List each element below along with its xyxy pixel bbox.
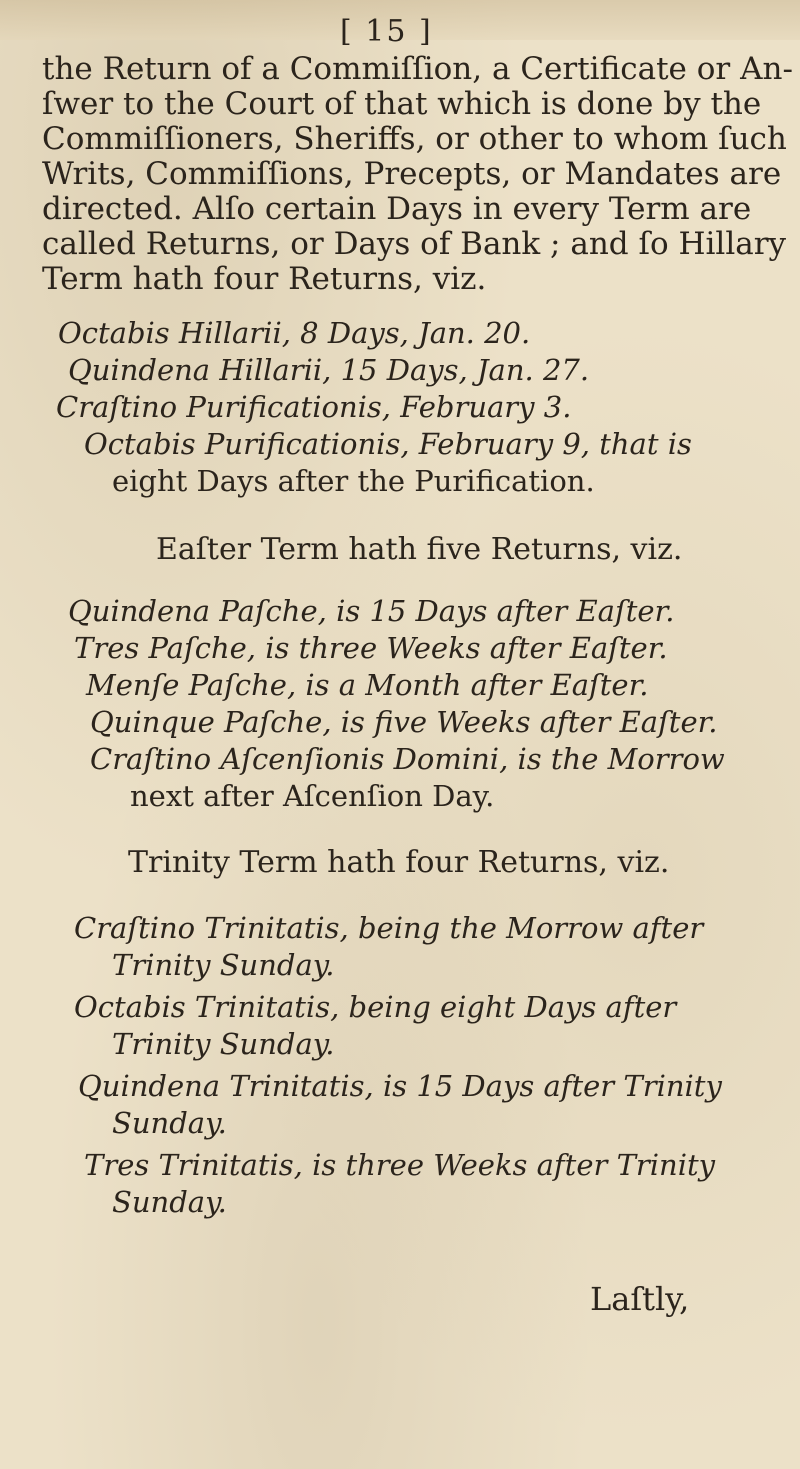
list-item: Sunday. xyxy=(112,1185,227,1219)
list-item: Sunday. xyxy=(112,1106,227,1140)
text-line: Writs, Commiſſions, Precepts, or Mandates are xyxy=(42,156,782,192)
list-item: Quindena Hillarii, 15 Days, Jan. 27. xyxy=(68,353,590,387)
text-line: Commiſſioners, Sheriffs, or other to whom ſuch xyxy=(42,121,787,157)
list-item: Craſtino Aſcenſionis Domini, is the Morrow xyxy=(90,742,725,776)
trinity-heading: Trinity Term hath four Returns, viz. xyxy=(128,845,670,880)
list-item: Octabis Hillarii, 8 Days, Jan. 20. xyxy=(58,316,531,350)
catchword: Laſtly, xyxy=(590,1280,690,1318)
text-line: called Returns, or Days of Bank ; and ſo Hillary xyxy=(42,226,787,262)
list-item: Tres Trinitatis, is three Weeks after Trinity xyxy=(84,1148,716,1182)
easter-heading: Eaſter Term hath five Returns, viz. xyxy=(156,532,683,567)
list-item: Quinque Paſche, is five Weeks after Eaſter. xyxy=(90,705,718,739)
text-line: Term hath four Returns, viz. xyxy=(42,261,487,297)
list-item: Menſe Paſche, is a Month after Eaſter. xyxy=(86,668,649,702)
list-item: Trinity Sunday. xyxy=(112,1027,335,1061)
list-item: Tres Paſche, is three Weeks after Eaſter. xyxy=(74,631,668,665)
page-number: [ 15 ] xyxy=(340,14,433,49)
list-item: Quindena Paſche, is 15 Days after Eaſter. xyxy=(68,594,675,628)
list-item: next after Aſcenſion Day. xyxy=(130,779,495,813)
list-item: Trinity Sunday. xyxy=(112,948,335,982)
list-item: Craſtino Purificationis, February 3. xyxy=(56,390,572,424)
list-item: Octabis Purificationis, February 9, that is xyxy=(84,427,692,461)
text-line: ſwer to the Court of that which is done by the xyxy=(42,86,762,122)
list-item: Quindena Trinitatis, is 15 Days after Trinity xyxy=(78,1069,722,1103)
list-item: Octabis Trinitatis, being eight Days after xyxy=(74,990,677,1024)
text-line: directed. Alſo certain Days in every Term are xyxy=(42,191,752,227)
text-line: the Return of a Commiſſion, a Certificate or An- xyxy=(42,51,793,87)
list-item: Craſtino Trinitatis, being the Morrow after xyxy=(74,911,704,945)
list-item: eight Days after the Purification. xyxy=(112,464,595,498)
